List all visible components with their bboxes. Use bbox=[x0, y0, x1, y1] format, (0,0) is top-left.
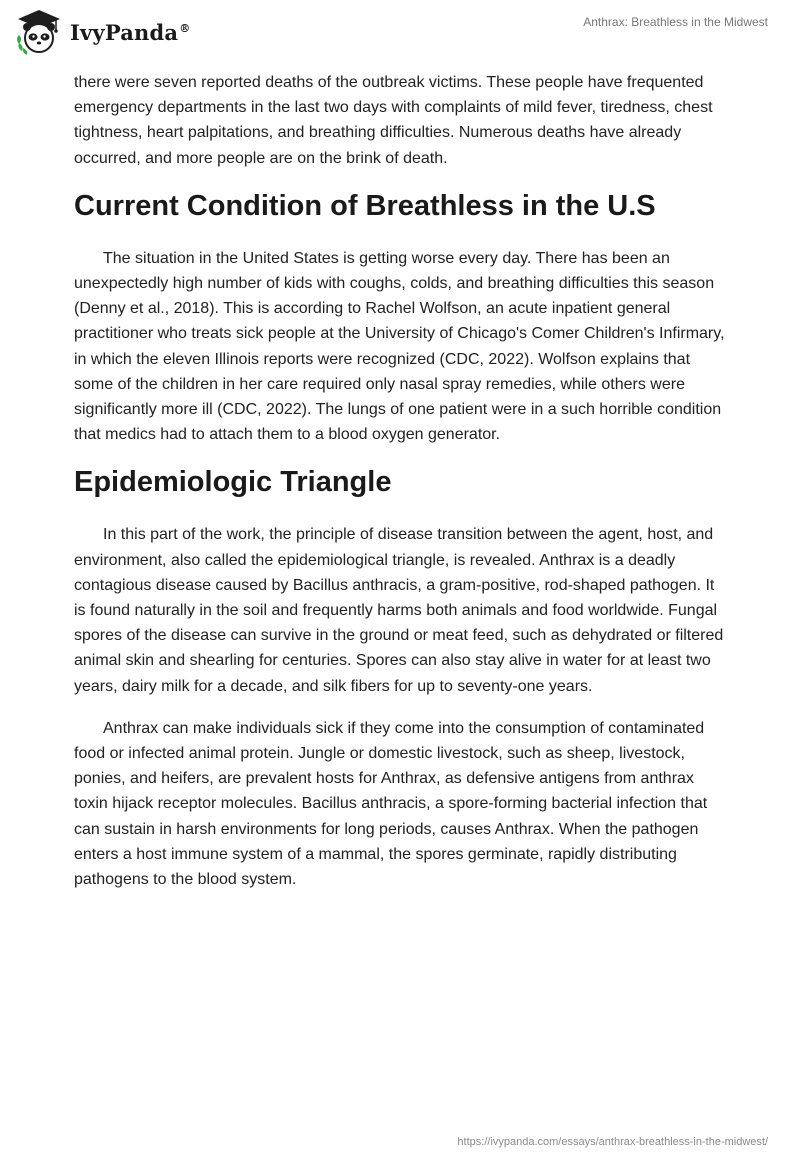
page-header bbox=[0, 0, 800, 64]
panda-graduate-icon bbox=[14, 8, 64, 56]
intro-paragraph: there were seven reported deaths of the outbreak victims. These people have frequented emergency departments in the last two days with complaints of mild fever, tiredness, chest tightness, heart palpitations, and breathing difficulties. Numerous deaths have already occurred, and more people are on the brink of death. bbox=[74, 74, 713, 167]
epidemiologic-paragraph-1: In this part of the work, the principle of disease transition between the agent, host, and environment, also called the epidemiological triangle, is revealed. Anthrax is a deadly contagious disease caused by Bacillus anthracis, a gram-positive, rod-shaped pathogen. It is found naturally in the soil and frequently harms both animals and food worldwide. Fungal spores of the disease can survive in the ground or meat feed, such as dehydrated or filtered animal skin and shearling for centuries. Spores can also stay alive in water for at least two years, dairy milk for a decade, and silk fibers for up to seventy-one years. bbox=[74, 526, 724, 695]
essay-content bbox=[74, 70, 726, 909]
footer-source-url[interactable]: https://ivypanda.com/essays/anthrax-breathless-in-the-midwest/ bbox=[457, 1136, 768, 1148]
section-heading-current-condition: Current Condition of Breathless in the U.S bbox=[74, 189, 656, 222]
document-title: Anthrax: Breathless in the Midwest bbox=[583, 15, 768, 29]
epidemiologic-paragraph-2: Anthrax can make individuals sick if they come into the consumption of contaminated food or infected animal protein. Jungle or domestic livestock, such as sheep, livestock, ponies, and heifers, are prevalent hosts for Anthrax, as defensive antigens from anthrax toxin hijack receptor molecules. Bacillus anthracis, a spore-forming bacterial infection that can sustain in harsh environments for long periods, causes Anthrax. When the pathogen enters a host immune system of a mammal, the spores germinate, rapidly distributing pathogens to the blood system. bbox=[74, 719, 708, 889]
section-heading-epidemiologic-triangle: Epidemiologic Triangle bbox=[74, 466, 392, 499]
logo-wordmark: IvyPanda® bbox=[70, 19, 191, 45]
current-condition-paragraph: The situation in the United States is getting worse every day. There has been an unexpectedly high number of kids with coughs, colds, and breathing difficulties this season (Denny et al., 2018). This is according to Rachel Wolfson, an acute inpatient general practitioner who treats sick people at the University of Chicago's Comer Children's Infirmary, in which the eleven Illinois reports were recognized (CDC, 2022). Wolfson explains that some of the children in her care required only nasal spray remedies, while others were significantly more ill (CDC, 2022). The lungs of one patient were in a such horrible condition that medics had to attach them to a blood oxygen generator. bbox=[74, 249, 725, 444]
ivypanda-logo[interactable] bbox=[14, 8, 190, 56]
